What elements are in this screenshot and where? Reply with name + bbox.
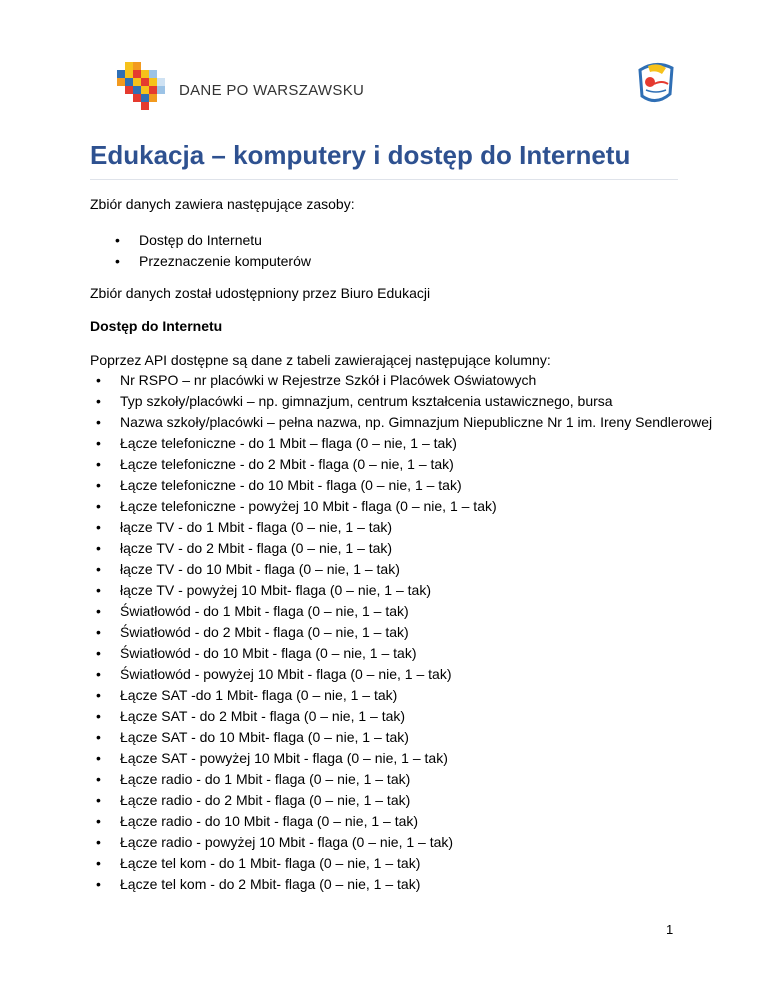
list-item: • Łącze SAT - do 10 Mbit- flaga (0 – nie, 1 – tak) (120, 727, 676, 748)
list-item: • Dostęp do Internetu (139, 230, 311, 251)
list-item: • łącze TV - do 2 Mbit - flaga (0 – nie, 1 – tak) (120, 538, 676, 559)
title-divider (90, 179, 678, 180)
list-item: • Łącze SAT - powyżej 10 Mbit - flaga (0 – nie, 1 – tak) (120, 748, 676, 769)
list-item: • Światłowód - do 2 Mbit - flaga (0 – nie, 1 – tak) (120, 622, 676, 643)
page-number: 1 (666, 922, 674, 937)
list-item: • Łącze tel kom - do 1 Mbit- flaga (0 – nie, 1 – tak) (120, 853, 676, 874)
section-intro: Poprzez API dostępne są dane z tabeli zawierającej następujące kolumny: (90, 352, 551, 368)
list-item: • Łącze radio - powyżej 10 Mbit - flaga (0 – nie, 1 – tak) (120, 832, 676, 853)
list-item: • Łącze telefoniczne - powyżej 10 Mbit - flaga (0 – nie, 1 – tak) (120, 496, 676, 517)
list-item: • Nr RSPO – nr placówki w Rejestrze Szkół i Placówek Oświatowych (120, 370, 676, 391)
columns-list (120, 370, 713, 895)
list-item: • Łącze SAT - do 2 Mbit - flaga (0 – nie, 1 – tak) (120, 706, 676, 727)
resources-list (139, 230, 311, 272)
list-item: • łącze TV - powyżej 10 Mbit- flaga (0 – nie, 1 – tak) (120, 580, 676, 601)
list-item: • Nazwa szkoły/placówki – pełna nazwa, np. Gimnazjum Niepubliczne Nr 1 im. Ireny Sendlerowej (120, 412, 676, 433)
list-item: • Łącze telefoniczne - do 2 Mbit - flaga (0 – nie, 1 – tak) (120, 454, 676, 475)
list-item: • Światłowód - do 10 Mbit - flaga (0 – nie, 1 – tak) (120, 643, 676, 664)
intro-text: Zbiór danych zawiera następujące zasoby: (90, 196, 355, 212)
list-item: • łącze TV - do 10 Mbit - flaga (0 – nie, 1 – tak) (120, 559, 676, 580)
dane-po-warszawsku-logo (117, 62, 175, 110)
list-item: • Łącze radio - do 1 Mbit - flaga (0 – nie, 1 – tak) (120, 769, 676, 790)
list-item: • Łącze telefoniczne - do 10 Mbit - flaga (0 – nie, 1 – tak) (120, 475, 676, 496)
list-item: • Typ szkoły/placówki – np. gimnazjum, centrum kształcenia ustawicznego, bursa (120, 391, 676, 412)
logo-text: DANE PO WARSZAWSKU (179, 82, 365, 99)
list-item: • Łącze radio - do 10 Mbit - flaga (0 – nie, 1 – tak) (120, 811, 676, 832)
zakochaj-sie-w-warszawie-logo (634, 60, 678, 106)
list-item: • Przeznaczenie komputerów (139, 251, 311, 272)
list-item: • Łącze tel kom - do 2 Mbit- flaga (0 – nie, 1 – tak) (120, 874, 676, 895)
section-heading: Dostęp do Internetu (90, 318, 223, 334)
list-item: • Łącze telefoniczne - do 1 Mbit – flaga (0 – nie, 1 – tak) (120, 433, 676, 454)
list-item: • Światłowód - do 1 Mbit - flaga (0 – nie, 1 – tak) (120, 601, 676, 622)
shared-by-text: Zbiór danych został udostępniony przez Biuro Edukacji (90, 285, 431, 301)
list-item: • łącze TV - do 1 Mbit - flaga (0 – nie, 1 – tak) (120, 517, 676, 538)
list-item: • Łącze radio - do 2 Mbit - flaga (0 – nie, 1 – tak) (120, 790, 676, 811)
document-title: Edukacja – komputery i dostęp do Internetu (90, 140, 631, 170)
list-item: • Światłowód - powyżej 10 Mbit - flaga (0 – nie, 1 – tak) (120, 664, 676, 685)
list-item: • Łącze SAT -do 1 Mbit- flaga (0 – nie, 1 – tak) (120, 685, 676, 706)
